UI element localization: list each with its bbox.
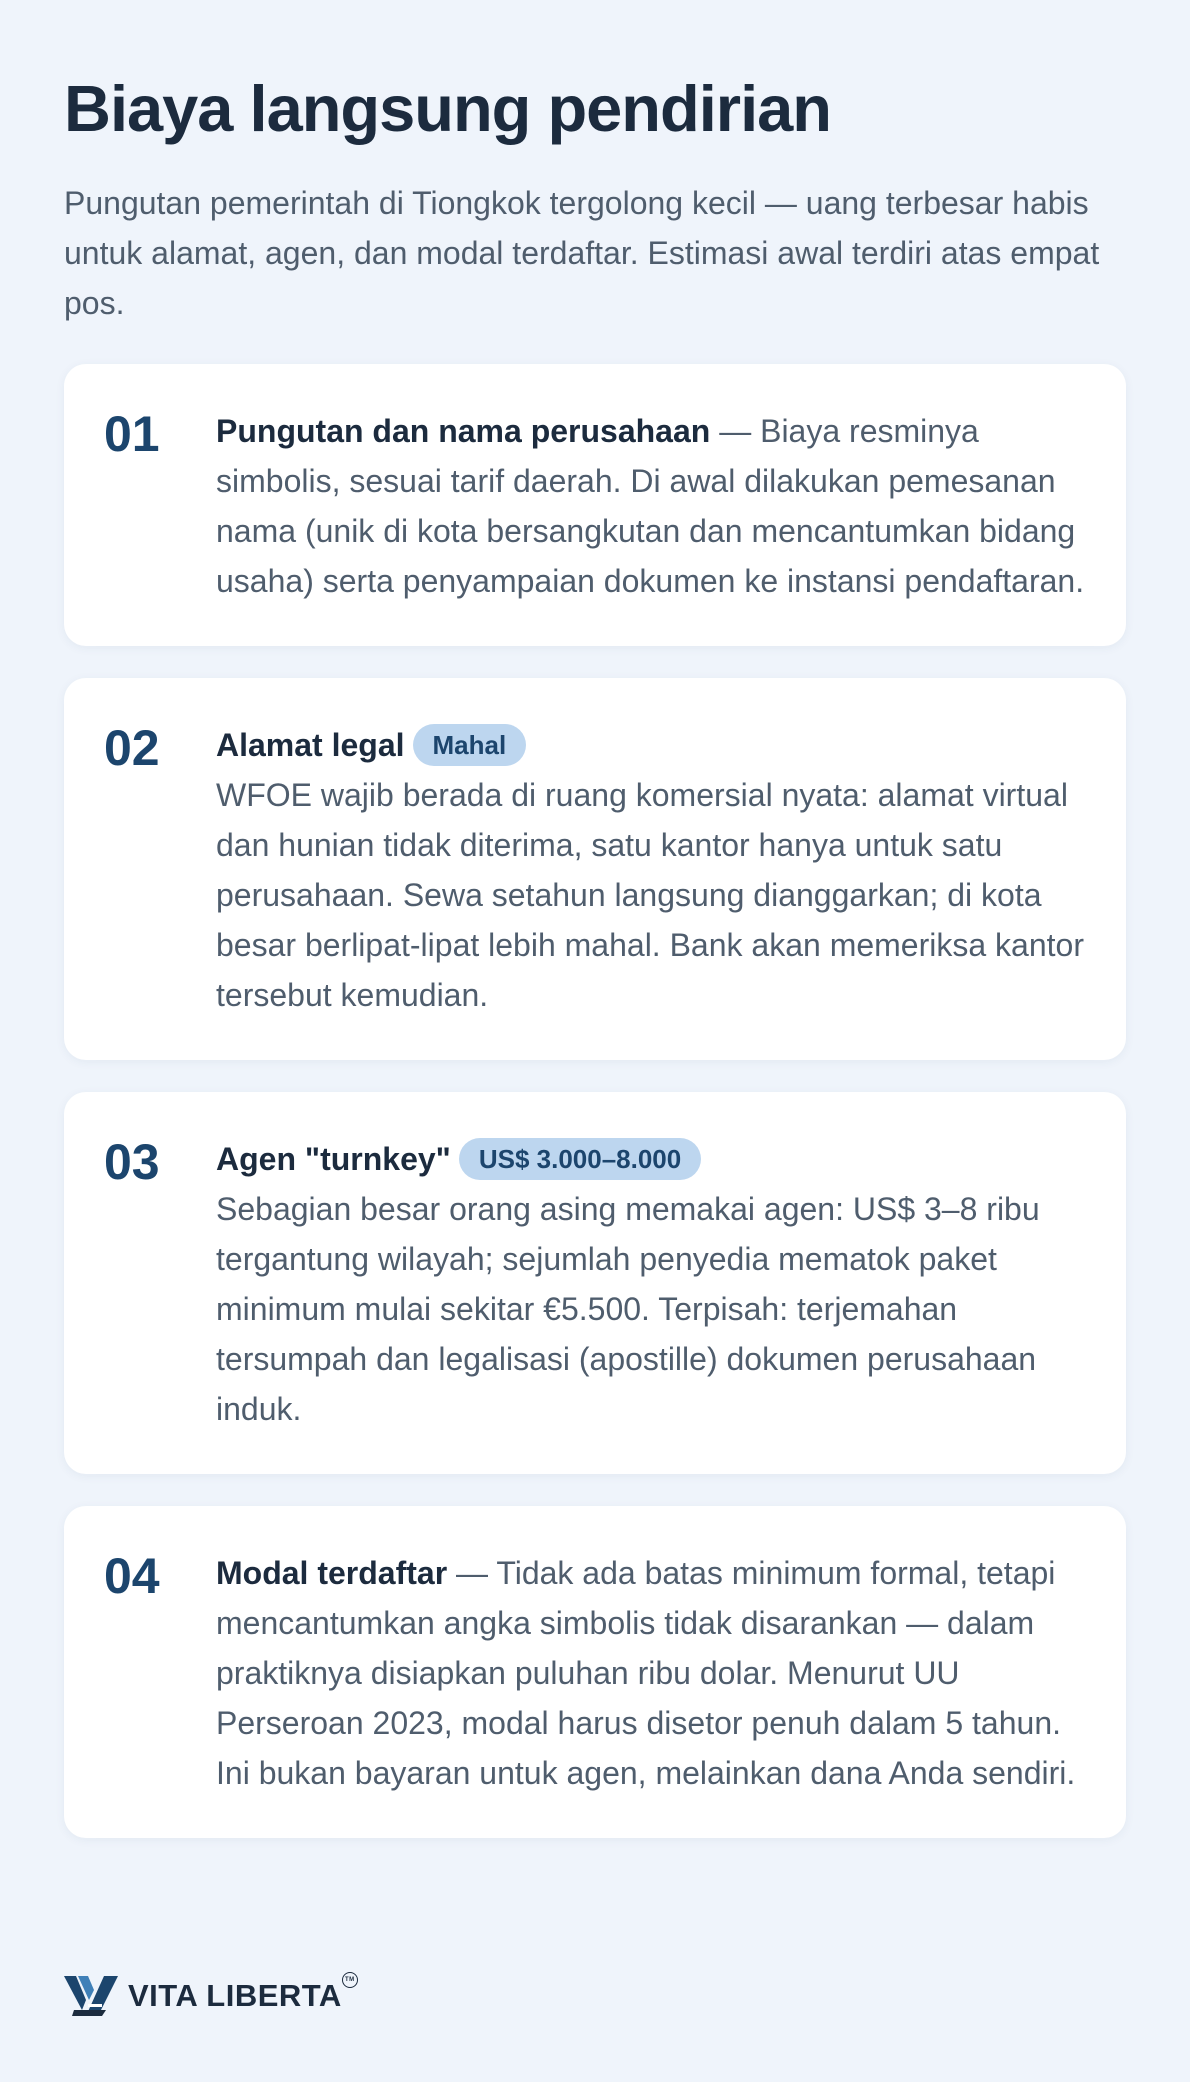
cost-card-01 bbox=[64, 364, 1126, 646]
card-content bbox=[216, 406, 1086, 606]
card-heading: Modal terdaftar bbox=[216, 1555, 448, 1591]
intro-text: Pungutan pemerintah di Tiongkok tergolong kecil — uang terbesar habis untuk alamat, agen, dan modal terdaftar. Estimasi awal terdiri atas empat pos. bbox=[64, 185, 1100, 321]
page bbox=[64, 0, 1126, 1870]
cost-badge: US$ 3.000–8.000 bbox=[459, 1138, 701, 1180]
card-text: Biaya resminya simbolis, sesuai tarif daerah. Di awal dilakukan pemesanan nama (unik di kota bersangkutan dan mencantumkan bidang usaha) serta penyampaian dokumen ke instansi pendaftaran. bbox=[216, 413, 1085, 599]
card-heading: Alamat legal bbox=[216, 727, 405, 763]
cost-list bbox=[64, 364, 1126, 1838]
vita-liberta-logo-icon bbox=[64, 1974, 120, 2018]
card-heading-line bbox=[216, 720, 1086, 770]
page-title: Biaya langsung pendirian bbox=[64, 72, 831, 145]
cost-card-04 bbox=[64, 1506, 1126, 1838]
card-heading: Agen "turnkey" bbox=[216, 1141, 451, 1177]
card-content bbox=[216, 720, 1086, 1020]
cost-card-03 bbox=[64, 1092, 1126, 1474]
footer-logo bbox=[64, 1974, 355, 2018]
card-content bbox=[216, 1548, 1086, 1798]
card-separator: — bbox=[447, 1555, 497, 1591]
trademark-mark: TM bbox=[342, 1972, 358, 1988]
card-text: Tidak ada batas minimum formal, tetapi mencantumkan angka simbolis tidak disarankan — dalam praktiknya disiapkan puluhan ribu dolar. Menurut UU Perseroan 2023, modal harus disetor penuh dalam 5 tahun. Ini bukan bayaran untuk agen, melainkan dana Anda sendiri. bbox=[216, 1555, 1076, 1791]
card-separator: — bbox=[710, 413, 761, 449]
card-content bbox=[216, 1134, 1086, 1434]
brand-name: VITA LIBERTA TM bbox=[128, 1978, 342, 2014]
card-number: 02 bbox=[104, 720, 160, 776]
card-heading: Pungutan dan nama perusahaan bbox=[216, 413, 711, 449]
card-text: WFOE wajib berada di ruang komersial nyata: alamat virtual dan hunian tidak diterima, satu kantor hanya untuk satu perusahaan. Sewa setahun langsung dianggarkan; di kota besar berlipat-lipat lebih mahal. Bank akan memeriksa kantor tersebut kemudian. bbox=[216, 777, 1084, 1013]
cost-card-02 bbox=[64, 678, 1126, 1060]
card-number: 03 bbox=[104, 1134, 160, 1190]
card-number: 01 bbox=[104, 406, 160, 462]
card-heading-line bbox=[216, 1134, 1086, 1184]
card-number: 04 bbox=[104, 1548, 160, 1604]
card-text: Sebagian besar orang asing memakai agen: US$ 3–8 ribu tergantung wilayah; sejumlah penyedia mematok paket minimum mulai sekitar €5.500. Terpisah: terjemahan tersumpah dan legalisasi (apostille) dokumen perusahaan induk. bbox=[216, 1191, 1040, 1427]
cost-badge: Mahal bbox=[413, 724, 527, 766]
